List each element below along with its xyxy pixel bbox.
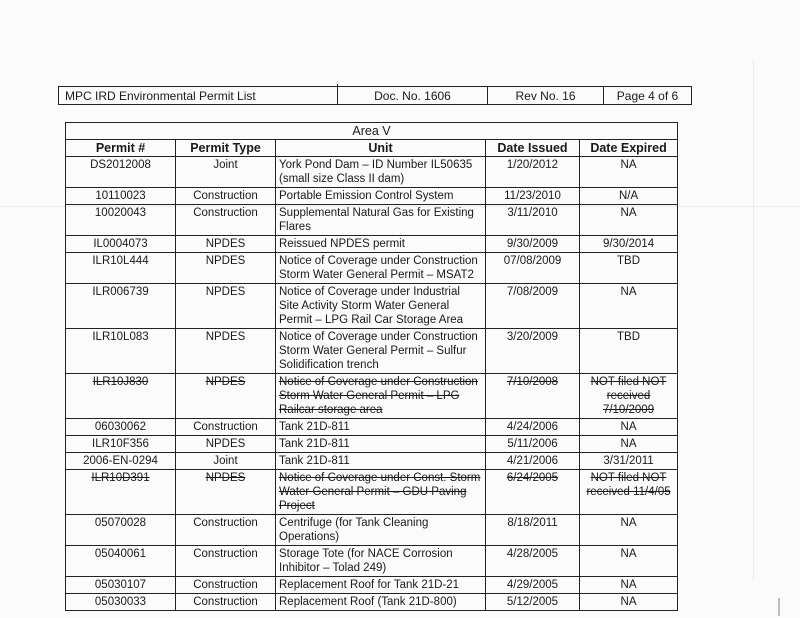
- cell-issued: 3/20/2009: [486, 329, 580, 374]
- cell-unit: Notice of Coverage under Industrial Site Activity Storm Water General Permit – LPG Rail Car Storage Area: [276, 284, 486, 329]
- table-row: [66, 594, 678, 611]
- cell-unit: Tank 21D-811: [276, 436, 486, 453]
- cell-issued: 1/20/2012: [486, 157, 580, 188]
- cell-type: Joint: [176, 157, 276, 188]
- cell-expired: 9/30/2014: [580, 236, 678, 253]
- cell-issued: 6/24/2005: [486, 470, 580, 515]
- cell-issued: 8/18/2011: [486, 515, 580, 546]
- cell-unit: Portable Emission Control System: [276, 188, 486, 205]
- cell-type: Construction: [176, 577, 276, 594]
- cell-unit: Notice of Coverage under Construction Storm Water General Permit – MSAT2: [276, 253, 486, 284]
- cell-expired: NA: [580, 157, 678, 188]
- cell-type: Construction: [176, 188, 276, 205]
- cell-issued: 9/30/2009: [486, 236, 580, 253]
- table-row-struck: [66, 374, 678, 419]
- cell-type: NPDES: [176, 329, 276, 374]
- document-title: MPC IRD Environmental Permit List: [65, 88, 256, 103]
- column-header-unit: Unit: [276, 140, 486, 157]
- cell-permit: 2006-EN-0294: [66, 453, 176, 470]
- table-row: [66, 188, 678, 205]
- cell-expired: NA: [580, 205, 678, 236]
- cell-type: Construction: [176, 419, 276, 436]
- cell-expired: NA: [580, 419, 678, 436]
- cell-type: NPDES: [176, 470, 276, 515]
- column-header-date-expired: Date Expired: [580, 140, 678, 157]
- table-row: [66, 236, 678, 253]
- cell-issued: 5/11/2006: [486, 436, 580, 453]
- rev-number: Rev No. 16: [487, 87, 603, 104]
- table-row-struck: [66, 470, 678, 515]
- cell-expired: NA: [580, 577, 678, 594]
- cell-permit: 05070028: [66, 515, 176, 546]
- cell-unit: Storage Tote (for NACE Corrosion Inhibitor – Tolad 249): [276, 546, 486, 577]
- cell-issued: 4/28/2005: [486, 546, 580, 577]
- cell-expired: 3/31/2011: [580, 453, 678, 470]
- cell-issued: 5/12/2005: [486, 594, 580, 611]
- area-title: Area V: [66, 123, 678, 140]
- cell-unit: Reissued NPDES permit: [276, 236, 486, 253]
- cell-unit: Notice of Coverage under Construction Storm Water General Permit – LPG Railcar storage area: [276, 374, 486, 419]
- table-row: [66, 284, 678, 329]
- cell-permit: 10020043: [66, 205, 176, 236]
- scan-artifact-mark: [778, 598, 780, 616]
- cell-permit: 05040061: [66, 546, 176, 577]
- cell-type: Construction: [176, 546, 276, 577]
- cell-unit: Replacement Roof for Tank 21D-21: [276, 577, 486, 594]
- table-row: [66, 205, 678, 236]
- column-header-date-issued: Date Issued: [486, 140, 580, 157]
- column-header-row: [66, 140, 678, 157]
- cell-permit: 10110023: [66, 188, 176, 205]
- cell-permit: ILR10J830: [66, 374, 176, 419]
- cell-unit: Replacement Roof (Tank 21D-800): [276, 594, 486, 611]
- cell-expired: TBD: [580, 253, 678, 284]
- cell-expired: NA: [580, 515, 678, 546]
- column-header-permit: Permit #: [66, 140, 176, 157]
- cell-issued: 07/08/2009: [486, 253, 580, 284]
- cell-type: NPDES: [176, 253, 276, 284]
- document-header: [58, 86, 692, 105]
- cell-permit: ILR10L083: [66, 329, 176, 374]
- cell-expired: N/A: [580, 188, 678, 205]
- cell-issued: 7/08/2009: [486, 284, 580, 329]
- cell-permit: 05030033: [66, 594, 176, 611]
- doc-number: Doc. No. 1606: [337, 87, 487, 104]
- cell-expired: NOT filed NOT received 7/10/2009: [580, 374, 678, 419]
- cell-permit: DS2012008: [66, 157, 176, 188]
- cell-unit: Notice of Coverage under Const. Storm Water General Permit – GDU Paving Project: [276, 470, 486, 515]
- cell-unit: Notice of Coverage under Construction Storm Water General Permit – Sulfur Solidification trench: [276, 329, 486, 374]
- cell-issued: 4/21/2006: [486, 453, 580, 470]
- column-header-permit-type: Permit Type: [176, 140, 276, 157]
- cell-permit: ILR10L444: [66, 253, 176, 284]
- cell-type: Construction: [176, 515, 276, 546]
- cell-permit: ILR006739: [66, 284, 176, 329]
- cell-issued: 4/24/2006: [486, 419, 580, 436]
- cell-unit: Centrifuge (for Tank Cleaning Operations): [276, 515, 486, 546]
- cell-expired: NOT filed NOT received 11/4/05: [580, 470, 678, 515]
- cell-permit: ILR10F356: [66, 436, 176, 453]
- table-row: [66, 546, 678, 577]
- cell-unit: Tank 21D-811: [276, 453, 486, 470]
- table-row: [66, 436, 678, 453]
- cell-type: Construction: [176, 205, 276, 236]
- cell-unit: Tank 21D-811: [276, 419, 486, 436]
- table-row: [66, 419, 678, 436]
- cell-expired: NA: [580, 594, 678, 611]
- cell-expired: NA: [580, 546, 678, 577]
- cell-unit: Supplemental Natural Gas for Existing Flares: [276, 205, 486, 236]
- cell-permit: 05030107: [66, 577, 176, 594]
- cell-issued: 11/23/2010: [486, 188, 580, 205]
- cell-type: NPDES: [176, 284, 276, 329]
- table-row: [66, 157, 678, 188]
- table-row: [66, 453, 678, 470]
- cell-type: Construction: [176, 594, 276, 611]
- cell-issued: 3/11/2010: [486, 205, 580, 236]
- cell-permit: IL0004073: [66, 236, 176, 253]
- cell-expired: NA: [580, 436, 678, 453]
- cell-type: NPDES: [176, 374, 276, 419]
- cell-type: NPDES: [176, 436, 276, 453]
- cell-type: Joint: [176, 453, 276, 470]
- permit-table: [65, 122, 678, 611]
- cell-expired: NA: [580, 284, 678, 329]
- cell-permit: 06030062: [66, 419, 176, 436]
- cell-issued: 7/10/2008: [486, 374, 580, 419]
- cell-issued: 4/29/2005: [486, 577, 580, 594]
- table-row: [66, 515, 678, 546]
- page-number: Page 4 of 6: [603, 87, 691, 104]
- cell-expired: TBD: [580, 329, 678, 374]
- table-row: [66, 253, 678, 284]
- cell-unit: York Pond Dam – ID Number IL50635 (small size Class II dam): [276, 157, 486, 188]
- header-tick: [337, 84, 338, 88]
- scan-artifact-line-vertical: [753, 60, 754, 580]
- cell-type: NPDES: [176, 236, 276, 253]
- table-row: [66, 577, 678, 594]
- cell-permit: ILR10D391: [66, 470, 176, 515]
- table-row: [66, 329, 678, 374]
